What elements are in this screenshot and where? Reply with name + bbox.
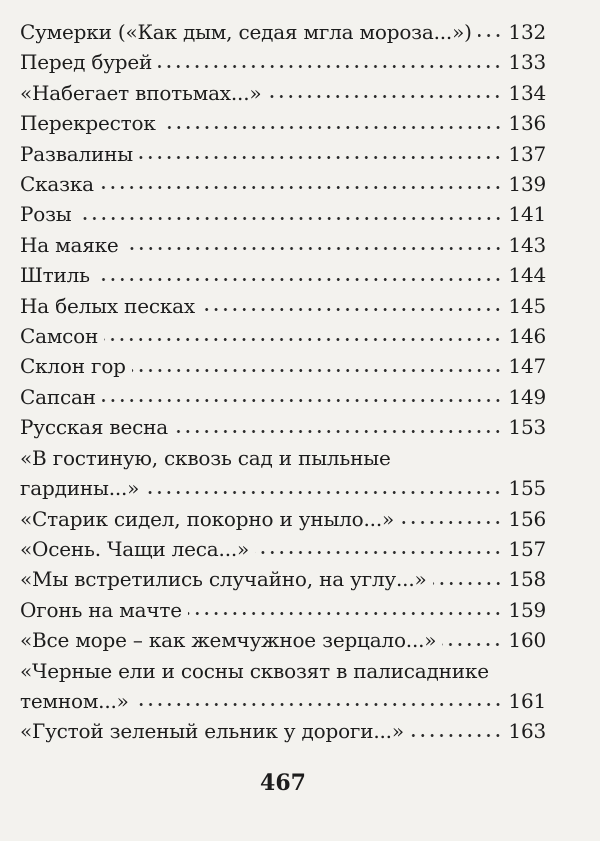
dot-leader [139, 154, 502, 161]
toc-entry-title: Сказка [20, 172, 94, 197]
toc-entry-page: 159 [508, 597, 546, 622]
toc-entry-title: «Осень. Чащи леса...» [20, 536, 250, 561]
toc-entry-title: Перед бурей [20, 50, 153, 75]
toc-entry-multiline [20, 656, 546, 717]
table-of-contents [20, 17, 546, 747]
toc-entry-title: Штиль [20, 263, 90, 288]
toc-entry [20, 534, 546, 564]
toc-entry-title: «Мы встретились случайно, на углу...» [20, 567, 427, 592]
dot-leader [410, 732, 503, 739]
toc-entry-page: 143 [508, 232, 546, 257]
dot-leader [433, 580, 503, 587]
toc-entry-page: 132 [508, 20, 546, 44]
toc-entry-page: 147 [508, 354, 546, 379]
toc-entry-title: Сумерки («Как дым, седая мгла мороза...») [20, 20, 472, 44]
toc-entry-page: 149 [508, 384, 546, 409]
toc-entry [20, 412, 546, 442]
toc-entry-title: «Все море – как жемчужное зерцало...» [20, 628, 437, 653]
toc-entry [20, 78, 546, 108]
toc-entry-title-line2: темном...» [20, 688, 129, 713]
dot-leader [162, 124, 503, 131]
toc-entry-title: Сапсан [20, 384, 96, 409]
toc-entry-page: 137 [508, 141, 546, 166]
dot-leader [201, 306, 502, 313]
toc-entry-page: 139 [508, 172, 546, 197]
toc-entry [20, 595, 546, 625]
toc-entry-page: 141 [508, 202, 546, 227]
dot-leader [100, 184, 503, 191]
toc-entry-title: Русская весна [20, 415, 168, 440]
dot-leader [132, 367, 503, 374]
toc-entry-title: Развалины [20, 141, 133, 166]
toc-entry [20, 260, 546, 290]
toc-entry-page: 133 [508, 50, 546, 75]
toc-entry-page: 158 [508, 567, 546, 592]
toc-entry-page: 144 [508, 263, 546, 288]
toc-entry-title: Перекресток [20, 111, 156, 136]
toc-entry [20, 47, 546, 77]
toc-entry-page: 161 [508, 688, 546, 713]
page-number: 467 [260, 770, 306, 796]
dot-leader [96, 276, 503, 283]
toc-entry [20, 17, 546, 47]
toc-entry-title: Самсон [20, 324, 99, 349]
toc-entry-title: Огонь на мачте [20, 597, 182, 622]
toc-entry-page: 160 [508, 628, 546, 653]
toc-entry-page: 153 [508, 415, 546, 440]
dot-leader [158, 63, 502, 70]
toc-entry [20, 291, 546, 321]
toc-entry-page: 134 [508, 80, 546, 105]
toc-entry-title: На маяке [20, 232, 119, 257]
toc-entry-multiline [20, 443, 546, 504]
toc-entry-page: 145 [508, 293, 546, 318]
toc-entry [20, 199, 546, 229]
dot-leader [400, 519, 502, 526]
dot-leader [135, 701, 503, 708]
toc-entry [20, 382, 546, 412]
toc-entry-page: 136 [508, 111, 546, 136]
toc-entry [20, 321, 546, 351]
toc-entry-page: 156 [508, 506, 546, 531]
toc-entry [20, 139, 546, 169]
dot-leader [174, 428, 502, 435]
toc-entry-page: 155 [508, 476, 546, 501]
toc-entry-title: Склон гор [20, 354, 126, 379]
dot-leader [104, 336, 502, 343]
toc-entry-title-line1: «В гостиную, сквозь сад и пыльные [20, 445, 391, 470]
toc-entry-title: «Старик сидел, покорно и уныло...» [20, 506, 395, 531]
toc-entry [20, 564, 546, 594]
toc-entry-title: «Набегает впотьмах...» [20, 80, 262, 105]
toc-entry [20, 504, 546, 534]
toc-entry-title: Розы [20, 202, 72, 227]
toc-entry [20, 351, 546, 381]
dot-leader [478, 32, 503, 39]
dot-leader [102, 397, 503, 404]
toc-entry-page: 146 [508, 324, 546, 349]
dot-leader [145, 489, 502, 496]
dot-leader [267, 93, 502, 100]
toc-entry-title: «Густой зеленый ельник у дороги...» [20, 719, 404, 744]
toc-entry-title-line2: гардины...» [20, 476, 140, 501]
toc-entry [20, 108, 546, 138]
dot-leader [125, 245, 503, 252]
dot-leader [78, 215, 503, 222]
dot-leader [442, 641, 502, 648]
toc-entry [20, 625, 546, 655]
dot-leader [255, 549, 502, 556]
toc-entry [20, 169, 546, 199]
toc-entry [20, 716, 546, 746]
toc-entry-page: 163 [508, 719, 546, 744]
toc-entry-title: На белых песках [20, 293, 195, 318]
toc-entry [20, 230, 546, 260]
toc-entry-title-line1: «Черные ели и сосны сквозят в палисаднике [20, 658, 489, 683]
toc-entry-page: 157 [508, 536, 546, 561]
dot-leader [188, 610, 503, 617]
